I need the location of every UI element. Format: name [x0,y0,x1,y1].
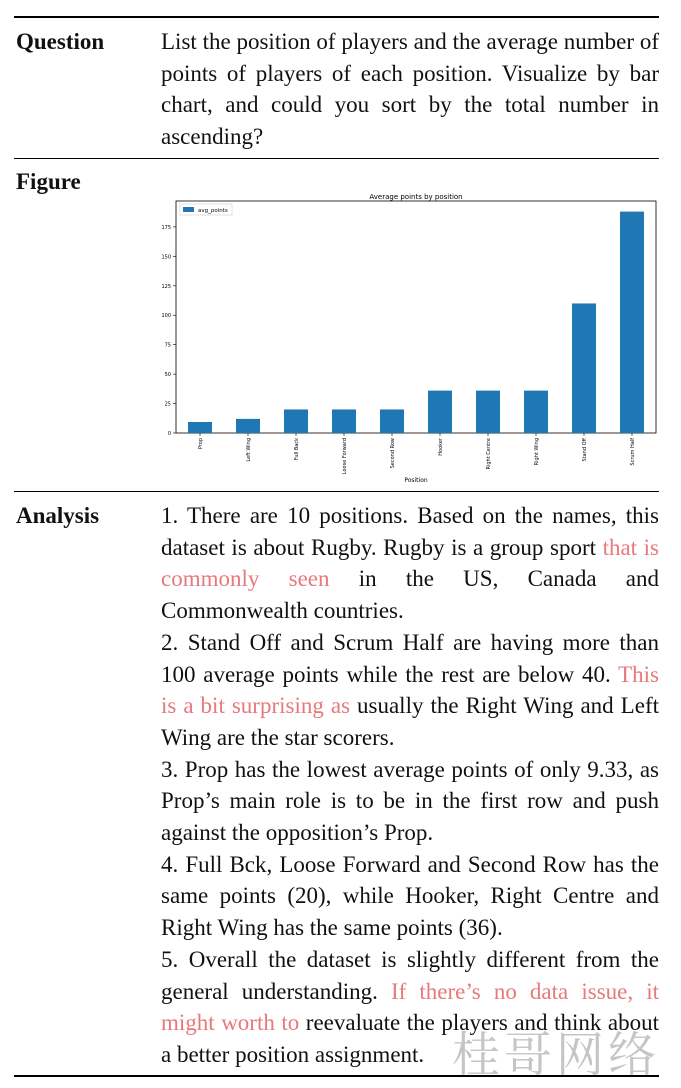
bars [188,212,644,433]
legend-label: avg_points [198,208,228,214]
x-tick-label: Right Wing [534,438,540,466]
x-tick-label: Prop [198,438,204,450]
x-tick-label: Left Wing [246,438,252,462]
question-label: Question [16,29,105,54]
y-tick-label: 25 [164,401,171,408]
analysis-item-1: 1. There are 10 positions. Based on the names, this dataset is about Rugby. Rugby is a group sport that is commonly seen in the US, Canada and Commonwealth countries. [161,503,659,624]
figure-label: Figure [16,169,81,194]
chart-title: Average points by position [369,193,463,201]
bar [236,419,260,433]
bar [332,409,356,433]
bar [572,303,596,433]
bar [428,391,452,433]
y-tick-label: 75 [164,342,171,349]
highlight-3: If there’s no data issue, it might worth to [161,978,660,1036]
watermark: 桂哥网络 [452,1027,661,1083]
highlight-1: that is commonly seen [161,534,659,592]
x-tick-label: Scrum Half [630,438,636,466]
analysis-item-5: 5. Overall the dataset is slightly different from the general understanding. If there’s no data issue, it might worth to reevaluate the players and think about a better position assignment. [161,946,660,1067]
question-divider [14,158,659,159]
bar [476,391,500,433]
analysis-text [161,500,659,1071]
y-tick-label: 0 [167,431,171,437]
x-tick-label: Loose Forward [342,438,348,475]
y-tick-label: 50 [164,372,171,379]
bar [620,212,644,433]
y-tick-label: 100 [161,313,171,320]
analysis-item-3: 3. Prop has the lowest average points of only 9.33, as Prop’s main role is to be in the first row and push against the opposition’s Prop. [161,756,659,846]
top-rule [14,16,659,18]
bar-chart [140,188,660,488]
x-tick-label: Stand Off [582,438,588,462]
y-tick-label: 150 [161,254,171,261]
bar [284,409,308,433]
x-tick-label: Right Centre [486,438,492,470]
analysis-label: Analysis [16,503,100,528]
bar [380,409,404,433]
bar [188,422,212,433]
analysis-item-2: 2. Stand Off and Scrum Half are having more than 100 average points while the rest are below 40. This is a bit surprising as usually the Right Wing and Left Wing are the star scorers. [161,629,659,750]
question-text [161,26,659,153]
legend-swatch [183,207,194,212]
question-paragraph: List the position of players and the average number of points of players of each position. Visualize by bar chart, and could you sort by the total number in ascending? [161,29,659,150]
analysis-item-4: 4. Full Bck, Loose Forward and Second Row has the same points (20), while Hooker, Right Centre and Right Wing has the same points (36). [161,851,659,941]
x-tick-label: Hooker [438,438,444,456]
highlight-2: This is a bit surprising as [161,661,659,719]
y-tick-label: 125 [161,283,171,290]
bar [524,391,548,433]
y-axis [161,225,176,437]
x-axis [198,433,636,474]
x-tick-label: Full Back [294,438,300,461]
x-tick-label: Second Row [390,438,396,469]
x-axis-label: Position [404,477,428,484]
y-tick-label: 175 [161,224,171,231]
legend [180,204,232,215]
figure-divider [14,491,659,492]
